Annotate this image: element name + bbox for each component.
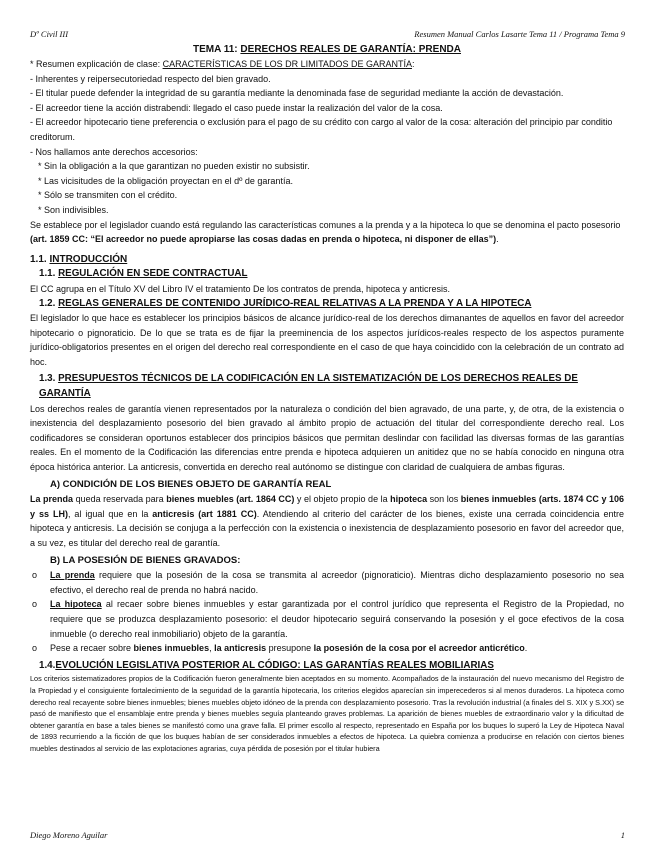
paragraph-a	[30, 492, 624, 550]
section-number: 1.1.	[30, 253, 50, 265]
intro-subitem: * Las vicisitudes de la obligación proyectan en el dº de garantía.	[38, 175, 293, 186]
text: . Atendiendo al criterio del carácter de los bienes, existe una cerrada coincidencia entre hipoteca y anticresis. La decisión se conjuga a la perfección con la existencia o inexistencia de desplazamiento posesorio en favor del acreedor que, a su vez, es titular del derecho real de garantía.	[30, 508, 624, 548]
text-bold: bienes inmuebles	[460, 494, 537, 505]
intro-item: - El acreedor tiene la acción distrabendi: llegado el caso puede instar la realización del valor de la cosa.	[30, 102, 443, 113]
intro-subitem: * Son indivisibles.	[38, 204, 109, 215]
intro-closing-bold: (art. 1859 CC: “El acreedor no puede apropiarse las cosas dadas en prenda o hipoteca, ni disponer de ellas”)	[30, 234, 497, 245]
text: .	[524, 643, 528, 654]
intro-closing	[30, 218, 624, 247]
subheading-a: A) CONDICIÓN DE LOS BIENES OBJETO DE GARANTÍA REAL	[50, 478, 332, 490]
intro-label-prefix: * Resumen explicación de clase:	[30, 59, 163, 69]
bullet-marker: o	[32, 643, 38, 654]
text-bold: (arts. 1874 CC y 106 y ss LH)	[30, 494, 624, 519]
paragraph-1-3: Los derechos reales de garantía vienen representados por la naturaleza o condición del bien agravado, de una parte, y, de otra, de la existencia o inexistencia del desplazamiento posesorio del bien gravado al ámbito propio de actuación del titular del correspondiente derecho real. Los codificadores se consideran oportunos establecer dos principios básicos que permitan deslindar con facilidad las diversas formas de las garantías reales. En el momento de la Codificación las diferencias entre prenda e hipoteca adquieren un anitidez que no se había conocido en ninguna otra época histórica anterior. La anticresis, convertida en derecho real autónomo se distingue con claridad de cualquiera de ambas figuras.	[30, 403, 624, 473]
subsection-title: REGLAS GENERALES DE CONTENIDO JURÍDICO-REAL RELATIVAS A LA PRENDA Y A LA HIPOTECA	[58, 297, 532, 309]
text: y el objeto propio de la	[294, 494, 391, 505]
text-bold: bienes muebles	[166, 494, 234, 505]
text-bold: anticresis	[152, 508, 195, 519]
text-bold: bienes inmuebles	[133, 643, 210, 654]
paragraph-1-4: Los criterios sistematizadores propios de la Codificación fueron generalmente bien aceptados en su momento. Acompañados de la instauración del nuevo mecanismo del Registro de la Propiedad y el consiguiente fortalecimiento de la seguridad de la garantía hipotecaria, los criterios elegidos aparecían sin imperecederos si al menos duraderos. La hipoteca como derecho real recayente sobre bienes inmuebles; bienes muebles objeto idóneo de la prenda con desplazamiento posesorio. Tras la revolución industrial (a finales del S. XIX y S.XX) se pasó de manifiesto que el ensamblaje entre prenda y bienes muebles seguía planteando graves problemas. La aparición de bienes muebles de extraordinario valor y la dificultad de obtener garantía en base a tales bienes se manifestó como una grave falla. El primer escollo al respecto, representado en España por los buques lo superó la Ley de Hipoteca Naval de 1893 recurriendo a la ficción de que los buques habían de ser considerados inmuebles a efectos de hipoteca. La quiebra comienza a producirse en relación con ciertos bienes muebles destinados al servicio de las explotaciones agrarias, cuya pérdida de posesión por el titular hubiera	[30, 674, 624, 753]
text: presupone	[266, 643, 314, 654]
text-bold: La prenda	[30, 494, 74, 505]
title-main: DERECHOS REALES DE GARANTÍA: PRENDA	[240, 44, 461, 55]
text: al recaer sobre bienes inmuebles y estar garantizada por el control jurídico que representa el Registro de la Propiedad, no requiere que se produzca desplazamiento posesorio: el deudor hipotecario seguirá conservando la posesión y el goce efectivos de la cosa inmueble (o derecho real inmobiliario) objeto de la garantía.	[50, 599, 624, 639]
intro-item: - Nos hallamos ante derechos accesorios:	[30, 146, 198, 157]
intro-subitem: * Sólo se transmiten con el crédito.	[38, 190, 178, 201]
intro-label	[30, 57, 624, 72]
section-heading-1	[30, 253, 624, 268]
text-bold: La hipoteca	[50, 599, 102, 610]
text: ,	[209, 643, 215, 654]
intro-item: - Inherentes y reipersecutoriedad respecto del bien gravado.	[30, 73, 271, 84]
page-header	[30, 29, 625, 41]
text-bold: (art 1881 CC)	[194, 508, 257, 519]
intro-label-suffix: :	[411, 59, 415, 69]
subsection-heading-1-4	[30, 659, 624, 674]
subsection-heading-1-3	[30, 372, 624, 401]
subsection-title: REGULACIÓN EN SEDE CONTRACTUAL	[58, 268, 248, 280]
bullet-marker: o	[32, 570, 38, 581]
intro-subitem: * Sin la obligación a la que garantizan no pueden existir no subsistir.	[38, 161, 310, 172]
text-bold: hipoteca	[390, 494, 428, 505]
text-bold: la posesión de la cosa por el acreedor anticrético	[313, 643, 525, 654]
page-number: 1	[620, 830, 625, 840]
intro-item: - El acreedor hipotecario tiene preferencia o exclusión para el pago de su crédito con cargo al valor de la cosa: alteración del principio par conditio creditorum.	[30, 117, 613, 142]
subsection-number: 1.4.	[39, 659, 56, 671]
text-bold: La prenda	[50, 570, 95, 581]
subsection-title: EVOLUCIÓN LEGISLATIVA POSTERIOR AL CÓDIGO: LAS GARANTÍAS REALES MOBILIARIAS	[55, 659, 494, 671]
document-body	[30, 43, 624, 755]
text: Pese a recaer sobre	[50, 643, 134, 654]
bullet-item	[30, 597, 624, 641]
paragraph-1-2: El legislador lo que hace es establecer los principios básicos de alcance jurídico-real de los derechos dimanantes de aquellos en favor del acreedor hipotecario o pignoraticio. De lo que se trata es de fijar la preeminencia de los aspectos jurídicos-reales respecto de los aspectos puramente jurídico-obligatorios presentes en el origen del derecho real correspondiente en el caso de que haya coincidido con la celebración de un contrato ad hoc.	[30, 313, 624, 367]
text: queda reservada para	[73, 494, 167, 505]
page-title	[30, 43, 624, 57]
footer-author: Diego Moreno Aguilar	[30, 830, 108, 840]
subsection-number: 1.2.	[39, 297, 59, 309]
subheading-b: B) LA POSESIÓN DE BIENES GRAVADOS:	[50, 554, 241, 566]
text: requiere que la posesión de la cosa se transmita al acreedor (pignoraticio). Mientras dicho desplazamiento posesorio no sea efectivo, el derecho real de prenda no habrá nacido.	[50, 570, 624, 595]
subsection-number: 1.1.	[39, 268, 59, 280]
subsection-number: 1.3.	[39, 373, 59, 385]
text-bold: la anticresis	[214, 643, 267, 654]
subsection-heading-1-1	[30, 267, 624, 282]
intro-label-underlined: CARACTERÍSTICAS DE LOS DR LIMITADOS DE GARANTÍA	[162, 59, 412, 69]
text-bold: (art. 1864 CC)	[233, 494, 295, 505]
bullet-item	[30, 568, 624, 597]
title-prefix: TEMA 11:	[193, 44, 241, 55]
bullet-marker: o	[32, 599, 38, 610]
page-footer	[30, 830, 625, 842]
text: , al igual que en la	[67, 508, 153, 519]
intro-item: - El titular puede defender la integridad de su garantía mediante la denominada fase de seguridad mediante la acción de devastación.	[30, 88, 564, 99]
intro-closing-text: Se establece por el legislador cuando está regulando las características comunes a la prenda y a la hipoteca lo que se denomina el pacto posesorio	[30, 219, 621, 230]
header-right: Resumen Manual Carlos Lasarte Tema 11 / Programa Tema 9	[414, 29, 625, 39]
subsection-title: PRESUPUESTOS TÉCNICOS DE LA CODIFICACIÓN EN LA SISTEMATIZACIÓN DE LOS DERECHOS REALES DE GARANTÍA	[39, 373, 578, 400]
bullet-item	[30, 641, 624, 656]
header-left: Dº Civil III	[30, 29, 69, 39]
intro-closing-end: .	[496, 234, 499, 245]
text: son los	[427, 494, 461, 505]
paragraph-1-1: El CC agrupa en el Título XV del Libro IV el tratamiento De los contratos de prenda, hipoteca y anticresis.	[30, 283, 451, 294]
section-title: INTRODUCCIÓN	[49, 253, 128, 265]
subsection-heading-1-2	[30, 297, 624, 312]
